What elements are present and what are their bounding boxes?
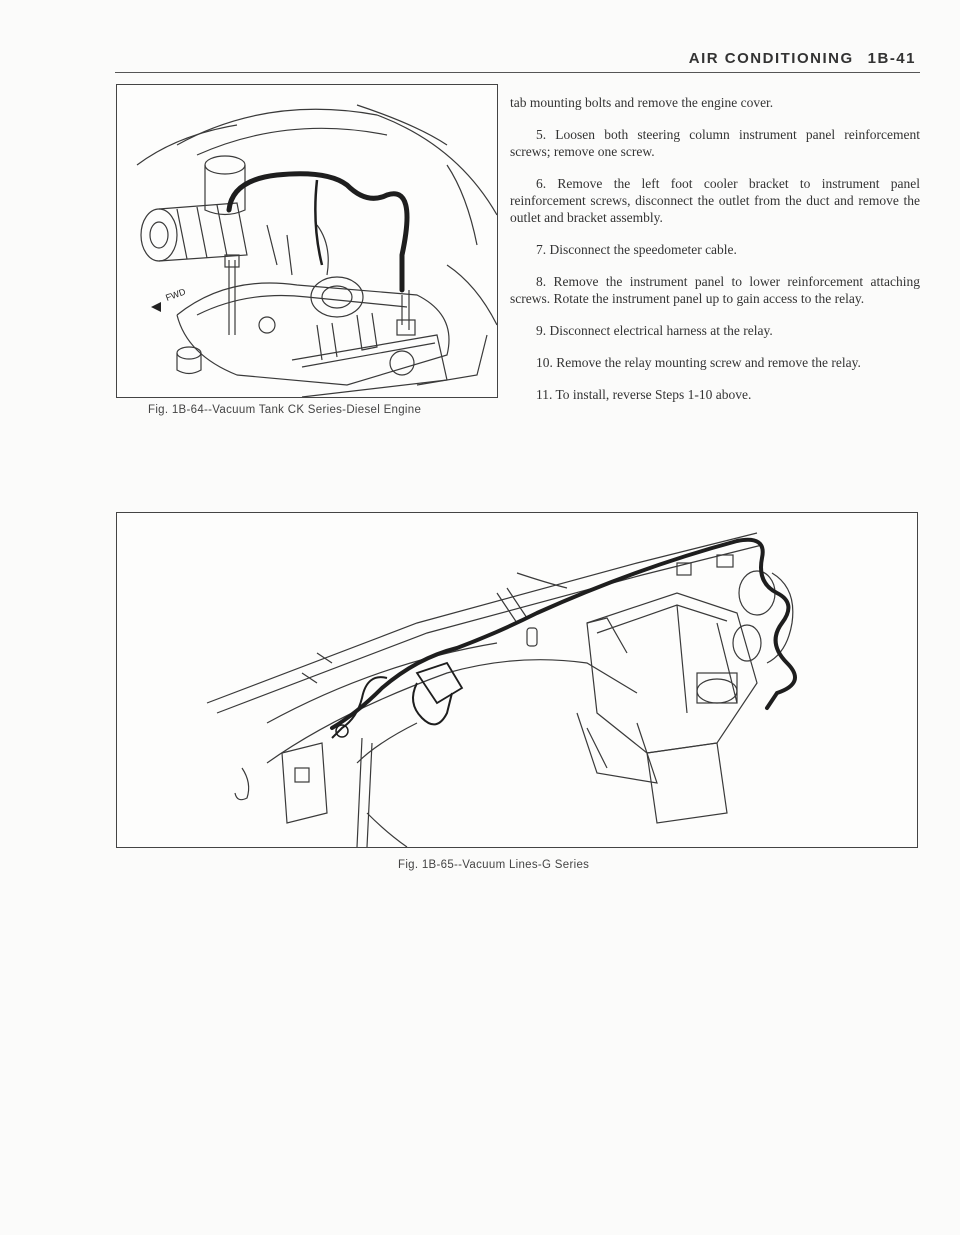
paragraph-continuation: tab mounting bolts and remove the engine cover. [510,95,774,110]
vacuum-lines-illustration [117,513,917,847]
header-text [689,50,916,67]
figure-1-caption: Fig. 1B-64--Vacuum Tank CK Series-Diesel Engine [148,404,422,416]
page-header [115,50,920,73]
figure-vacuum-lines [116,512,918,848]
section-title: AIR CONDITIONING [688,50,854,67]
fwd-label: FWD [164,286,187,303]
step-5: 5. Loosen both steering column instrument panel reinforcement screws; remove one screw. [510,127,920,159]
procedure-text [510,94,920,418]
step-11: 11. To install, reverse Steps 1-10 above. [536,387,752,402]
step-7: 7. Disconnect the speedometer cable. [536,242,737,257]
fwd-arrow-icon [151,286,187,312]
figure-vacuum-tank [116,84,498,398]
figure-2-caption: Fig. 1B-65--Vacuum Lines-G Series [398,859,590,871]
step-10: 10. Remove the relay mounting screw and remove the relay. [536,355,861,370]
step-8: 8. Remove the instrument panel to lower reinforcement attaching screws. Rotate the instrument panel up to gain access to the relay. [510,274,920,306]
step-6: 6. Remove the left foot cooler bracket to instrument panel reinforcement screws, disconnect the outlet from the duct and remove the outlet and bracket assembly. [510,176,920,225]
vacuum-tank-illustration [117,85,497,397]
step-9: 9. Disconnect electrical harness at the relay. [536,323,773,338]
page-number: 1B-41 [867,50,916,67]
